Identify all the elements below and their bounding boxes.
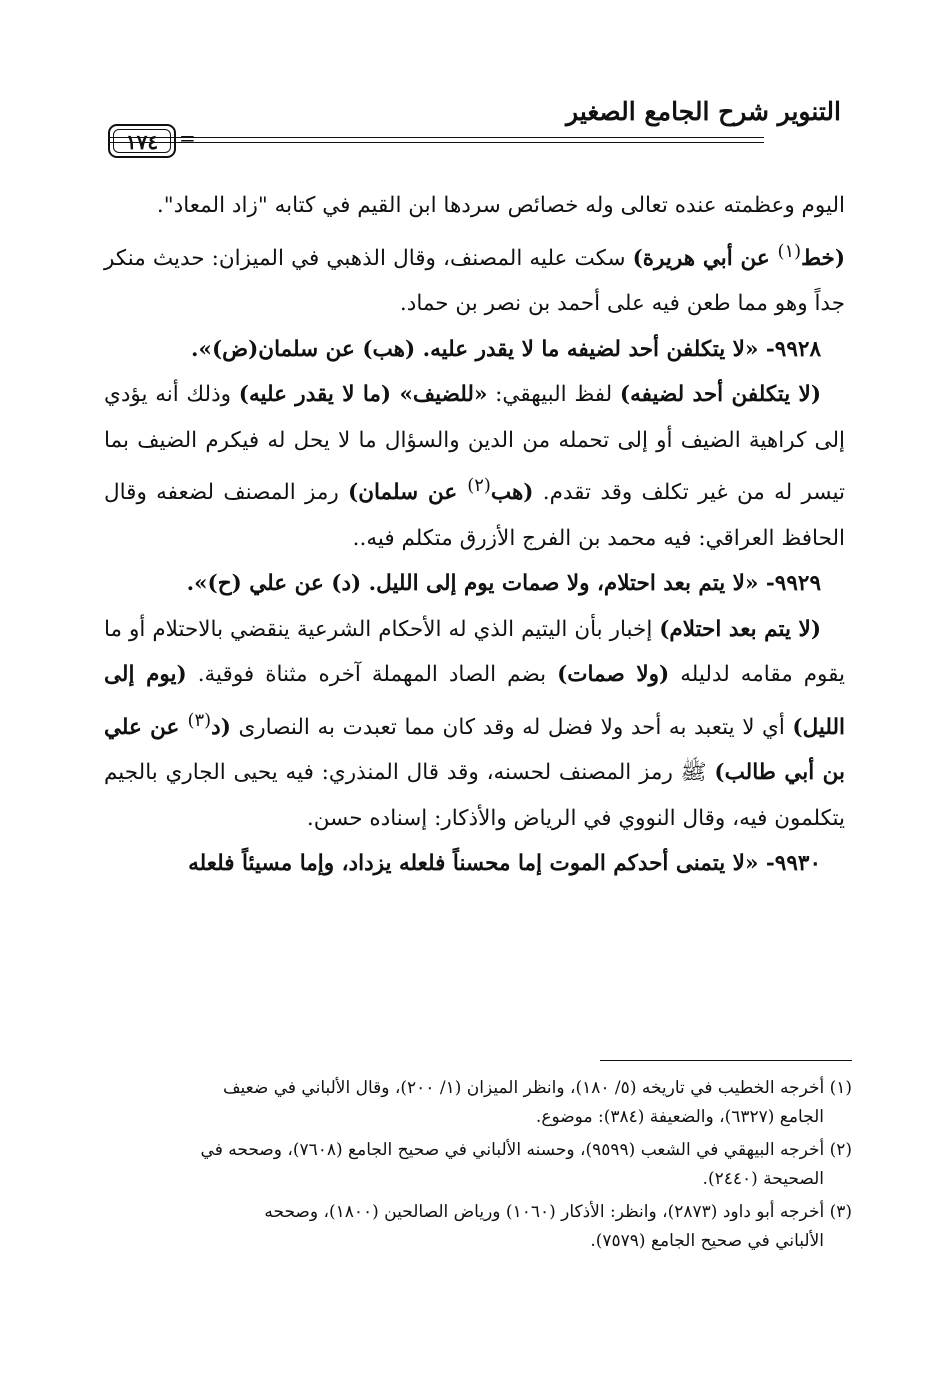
footnote-ref: (١) [777,240,802,262]
footnote-line: الجامع (٦٣٢٧)، والضعيفة (٣٨٤): موضوع. [535,1107,824,1127]
bold-run: (يوم إلى الليل) [104,662,845,740]
footnote-line: الصحيحة (٢٤٤٠). [702,1169,824,1189]
text-run: أي لا يتعبد به أحد ولا فضل له وقد كان مما تعبدت به النصارى [230,714,793,740]
bold-run: عن أبي هريرة) [632,245,778,271]
page-number: ١٧٤ [113,129,171,153]
bold-run: عن علي بن أبي طالب) [104,714,845,786]
footnote [97,1074,852,1132]
bold-run: (لا يتكلفن أحد لضيفه) [619,382,821,408]
header-marker: = [179,126,196,150]
footnote-line: الألباني في صحيح الجامع (٧٥٧٩). [590,1231,824,1251]
paragraph [104,372,845,561]
hadith-heading: ٩٩٢٨- «لا يتكلفن أحد لضيفه ما لا يقدر عليه. (هب) عن سلمان(ض)». [191,336,821,362]
footnote-line: (٢) أخرجه البيهقي في الشعب (٩٥٩٩)، وحسنه الألباني في صحيح الجامع (٧٦٠٨)، وصححه في [200,1140,852,1160]
text-run: سكت عليه المصنف، وقال الذهبي في الميزان: حديث منكر جداً وهو مما طعن فيه على أحمد بن نصر بن حماد. [104,245,845,317]
text-run: وذلك أنه يؤدي إلى كراهية الضيف أو إلى تحمله من الدين والسؤال ما لا يحل له فيكرم الضيف بما تيسر له من غير تكلف وقد تقدم. [104,382,845,506]
footnote-line: (٣) أخرجه أبو داود (٢٨٧٣)، وانظر: الأذكار (١٠٦٠) ورياض الصالحين (١٨٠٠)، وصححه [264,1202,852,1222]
hadith-heading: ٩٩٢٩- «لا يتم بعد احتلام، ولا صمات يوم إلى الليل. (د) عن علي (ح)». [186,571,821,597]
footnotes [97,1074,852,1260]
bold-run: (هب [490,480,534,506]
running-title: التنوير شرح الجامع الصغير [566,97,841,126]
paragraph [104,183,845,229]
bold-run: (د [211,714,231,740]
text-run: لفظ البيهقي: [487,382,620,408]
footnote-ref: (٢) [467,475,491,497]
main-text [104,183,845,887]
bold-run: (خط [801,245,845,271]
text-run: اليوم وعظمته عنده تعالى وله خصائص سردها ابن القيم في كتابه "زاد المعاد". [156,193,845,218]
hadith-heading: ٩٩٣٠- «لا يتمنى أحدكم الموت إما محسناً فلعله يزداد، وإما مسيئاً فلعله [188,851,821,877]
text-run: إخبار بأن اليتيم الذي له الأحكام الشرعية ينقضي بالاحتلام أو ما يقوم مقامه لدليله [104,616,846,688]
footnote [97,1198,852,1256]
text-run: رمز المصنف لضعفه وقال الحافظ العراقي: فيه محمد بن الفرج الأزرق متكلم فيه.. [104,480,845,551]
text-run: ﷺ رمز المصنف لحسنه، وقد قال المنذري: فيه يحيى الجاري بالجيم يتكلمون فيه، وقال النووي في الرياض والأذكار: إسناده حسن. [104,760,845,831]
footnote-ref: (٣) [187,709,212,731]
paragraph [104,607,845,842]
bold-run: «للضيف» (ما لا يقدر عليه) [238,382,488,408]
bold-run: (لا يتم بعد احتلام) [659,616,821,642]
header-rule-double [108,142,764,143]
text-run: بضم الصاد المهملة آخره مثناة فوقية. [186,662,558,688]
footnote [97,1136,852,1194]
page-number-frame [108,124,176,158]
header-rule [108,137,764,138]
paragraph [104,229,845,327]
footnote-line: (١) أخرجه الخطيب في تاريخه (٥/ ١٨٠)، وانظر الميزان (١/ ٢٠٠)، وقال الألباني في ضعيف [222,1078,852,1098]
bold-run: عن سلمان) [348,480,468,506]
bold-run: (ولا صمات) [557,662,670,688]
footnote-separator [600,1060,852,1061]
